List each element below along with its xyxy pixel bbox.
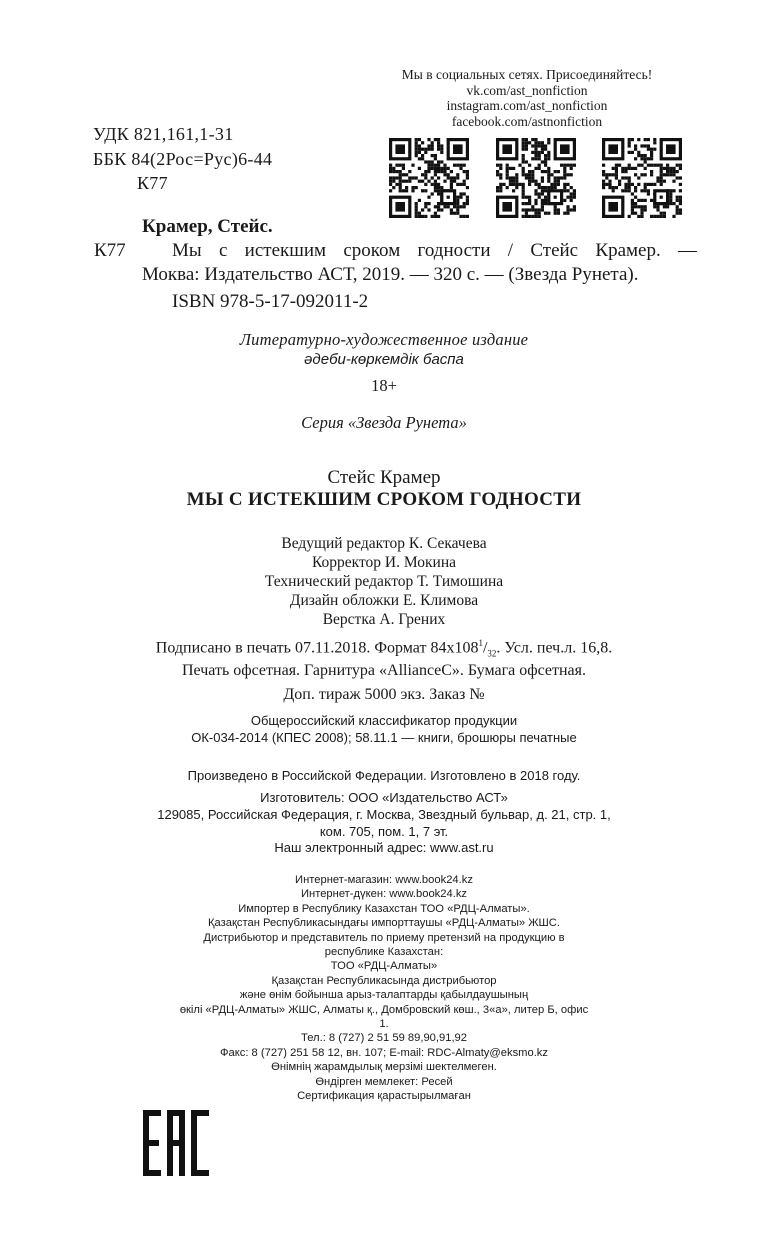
series-name: Звезда Рунета	[356, 413, 459, 432]
series-prefix: Серия «	[301, 413, 357, 432]
social-link-instagram[interactable]: instagram.com/ast_nonfiction	[446, 98, 608, 113]
bib-author: Крамер, Стейс.	[142, 216, 273, 237]
kz-line: Интернет-магазин: www.book24.kz	[295, 874, 473, 886]
kz-line: Интернет-дүкен: www.book24.kz	[300, 888, 468, 901]
kz-line: Қазақстан Республикасында дистрибьютор	[271, 974, 497, 987]
kz-line: 1.	[379, 1018, 389, 1031]
kz-line: республике Казахстан:	[324, 946, 444, 959]
format-fraction-numerator: 1	[478, 638, 483, 648]
manufacturer-line-2: Изготовитель: ООО «Издательство АСТ»	[260, 790, 508, 805]
kz-line: Өнімнің жарамдылық мерзімі шектелмеген.	[271, 1061, 497, 1074]
kz-line: Өндірген мемлекет: Ресей	[315, 1075, 453, 1088]
edition-type-ru: Литературно-художественное издание	[239, 330, 529, 349]
kz-line: Қазақстан Республикасындағы импорттаушы «РДЦ-Алматы» ЖШС.	[208, 917, 560, 930]
credit-proofreader: Корректор И. Мокина	[311, 554, 457, 571]
credit-tech-editor: Технический редактор Т. Тимошина	[264, 573, 504, 590]
format-fraction-denominator: 32	[487, 648, 497, 659]
printing-line-3: Доп. тираж 5000 экз. Заказ №	[283, 686, 485, 703]
manufacturer-line-3: 129085, Российская Федерация, г. Москва, Звездный бульвар, д. 21, стр. 1,	[157, 807, 611, 822]
book-author: Стейс Крамер	[327, 467, 441, 488]
author-mark: К77	[137, 173, 168, 193]
kazakhstan-block	[0, 873, 768, 1104]
eac-logo	[143, 1110, 209, 1176]
qr-code-facebook[interactable]	[602, 138, 682, 218]
udk-code: УДК 821,161,1-31	[93, 124, 234, 144]
bib-line-2: Моква: Издательство АСТ, 2019. — 320 с. — (Звезда Рунета).	[142, 264, 639, 285]
social-link-vk[interactable]: vk.com/ast_nonfiction	[466, 82, 588, 98]
series-suffix: »	[458, 413, 467, 432]
bib-line-1: Мы с истекшим сроком годности / Стейс Крамер. —	[172, 240, 697, 261]
credits-list	[0, 534, 768, 629]
credit-cover-design: Дизайн обложки Е. Климова	[289, 592, 479, 609]
credit-lead-editor: Ведущий редактор К. Секачева	[281, 535, 487, 552]
social-heading: Мы в социальных сетях. Присоединяйтесь!	[401, 67, 653, 82]
kz-line: Факс: 8 (727) 251 58 12, вн. 107; E-mail: RDC-Almaty@eksmo.kz	[220, 1046, 548, 1059]
edition-type-kz: әдеби-көркемдік баспа	[304, 351, 464, 368]
age-rating: 18+	[371, 376, 397, 395]
qr-code-instagram[interactable]	[496, 138, 576, 218]
kz-line: Импортер в Республику Казахстан ТОО «РДЦ-Алматы».	[238, 902, 530, 915]
bib-code: К77	[94, 240, 126, 261]
manufacturer-line-4: ком. 705, пом. 1, 7 эт.	[319, 824, 449, 839]
kz-line: ТОО «РДЦ-Алматы»	[330, 960, 438, 973]
qr-code-vk[interactable]	[389, 138, 469, 218]
social-block	[372, 67, 682, 129]
credit-layout: Верстка А. Грених	[322, 611, 446, 628]
kz-line: және өнім бойынша арыз-талаптарды қабылдаушының	[239, 989, 529, 1002]
bbk-code: ББК 84(2Рос=Рус)6-44	[93, 149, 273, 169]
kz-line: Дистрибьютор и представитель по приему претензий на продукцию в	[203, 931, 565, 944]
kz-line: Тел.: 8 (727) 2 51 59 89,90,91,92	[301, 1032, 467, 1045]
classifier-line-1: Общероссийский классификатор продукции	[250, 713, 518, 728]
manufacturer-line-5: Наш электронный адрес: www.ast.ru	[274, 840, 494, 855]
book-title: МЫ С ИСТЕКШИМ СРОКОМ ГОДНОСТИ	[186, 489, 582, 510]
printing-line-1: Подписано в печать 07.11.2018. Формат $84x108^1/_{32}$. Усл. печ.л. 16,8.	[155, 638, 613, 659]
classifier-line-2: ОК-034-2014 (КПЕС 2008); 58.11.1 — книги, брошюры печатные	[191, 730, 577, 745]
social-link-facebook[interactable]: facebook.com/astnonfiction	[451, 113, 603, 129]
kz-line: Сертификация қарастырылмаған	[297, 1090, 471, 1103]
bib-isbn: ISBN 978-5-17-092011-2	[172, 291, 369, 312]
manufacturer-line-1: Произведено в Российской Федерации. Изготовлено в 2018 году.	[187, 768, 581, 783]
printing-line-2: Печать офсетная. Гарнитура «AllianceC». Бумага офсетная.	[181, 662, 587, 679]
series	[0, 413, 768, 433]
kz-line: өкілі «РДЦ-Алматы» ЖШС, Алматы қ., Домбровский көш., 3«а», литер Б, офис	[179, 1003, 589, 1016]
